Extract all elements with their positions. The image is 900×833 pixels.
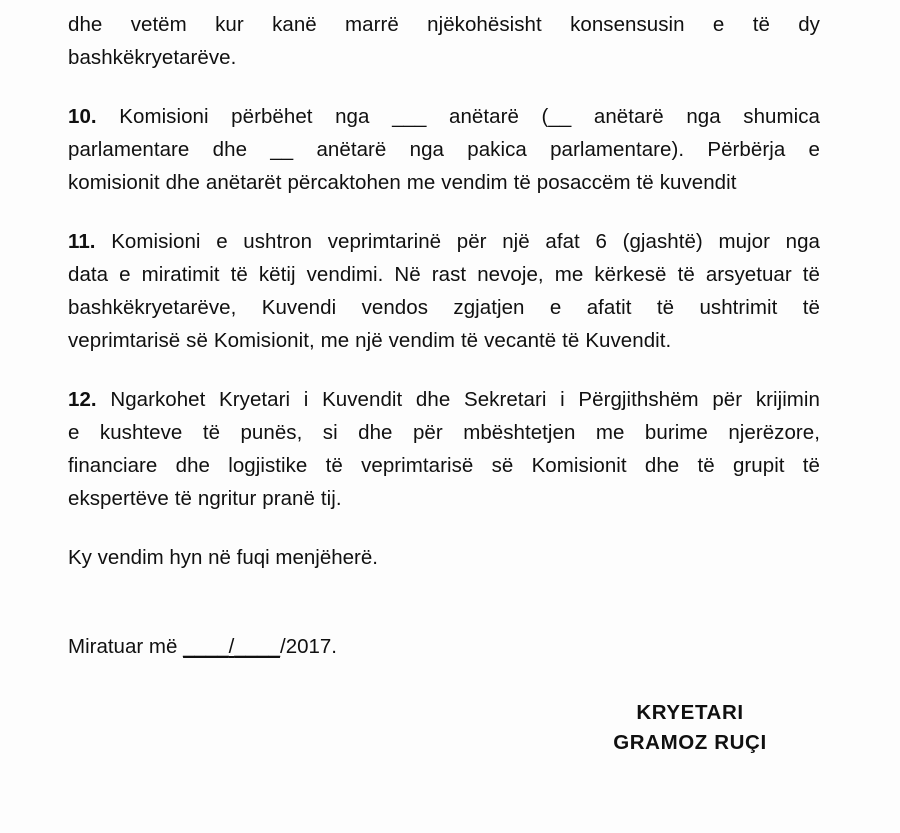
paragraph-line: e kushteve të punës, si dhe për mbështetjen me burime njerëzore, (68, 421, 820, 444)
paragraph-line: ekspertëve të ngritur pranë tij. (68, 487, 342, 510)
approval-suffix: . (331, 635, 337, 658)
paragraph-line: dhe vetëm kur kanë marrë njëkohësisht konsensusin e të dy (68, 13, 820, 36)
document-body (68, 8, 820, 663)
paragraph-line: veprimtarisë së Komisionit, me një vendim të vecantë të Kuvendit. (68, 329, 672, 352)
approval-date-line (68, 630, 820, 663)
approval-prefix: Miratuar më (68, 635, 184, 658)
signature-block (560, 698, 820, 758)
paragraph-line: financiare dhe logjistike të veprimtarisë së Komisionit dhe të grupit të (68, 454, 820, 477)
signatory-name: GRAMOZ RUÇI (613, 731, 767, 754)
paragraph-line-text: Komisioni e ushtron veprimtarinë për një afat 6 (gjashtë) mujor nga (111, 230, 820, 253)
approval-separator-1: / (228, 635, 235, 658)
paragraph-line-text: Ngarkohet Kryetari i Kuvendit dhe Sekretari i Përgjithshëm për krijimin (110, 388, 820, 411)
paragraph-line: data e miratimit të këtij vendimi. Në rast nevoje, me kërkesë të arsyetuar të (68, 263, 820, 286)
approval-day-blank: ____ (183, 635, 229, 658)
paragraph-number: 12. (68, 388, 97, 411)
paragraph-number: 11. (68, 230, 96, 253)
approval-year: 2017 (285, 635, 332, 658)
paragraph-11 (68, 225, 820, 357)
paragraph-continuation (68, 8, 820, 74)
paragraph-line: parlamentare dhe __ anëtarë nga pakica parlamentare). Përbërja e (68, 138, 820, 161)
paragraph-12 (68, 383, 820, 515)
paragraph-number: 10. (68, 105, 97, 128)
paragraph-10 (68, 100, 820, 199)
paragraph-line: bashkëkryetarëve. (68, 46, 237, 69)
paragraph-line-with-number (68, 100, 820, 133)
spacer (68, 574, 820, 630)
approval-month-blank: ____ (234, 635, 280, 658)
paragraph-line-text: Komisioni përbëhet nga ___ anëtarë (__ anëtarë nga shumica (119, 105, 820, 128)
approval-separator-2: / (279, 635, 286, 658)
paragraph-line-with-number (68, 225, 820, 258)
paragraph-line: komisionit dhe anëtarët përcaktohen me vendim të posaccëm të kuvendit (68, 171, 737, 194)
paragraph-line: bashkëkryetarëve, Kuvendi vendos zgjatjen e afatit të ushtrimit të (68, 296, 820, 319)
paragraph-line-with-number (68, 383, 820, 416)
signatory-title: KRYETARI (636, 701, 744, 724)
effective-statement: Ky vendim hyn në fuqi menjëherë. (68, 546, 378, 569)
